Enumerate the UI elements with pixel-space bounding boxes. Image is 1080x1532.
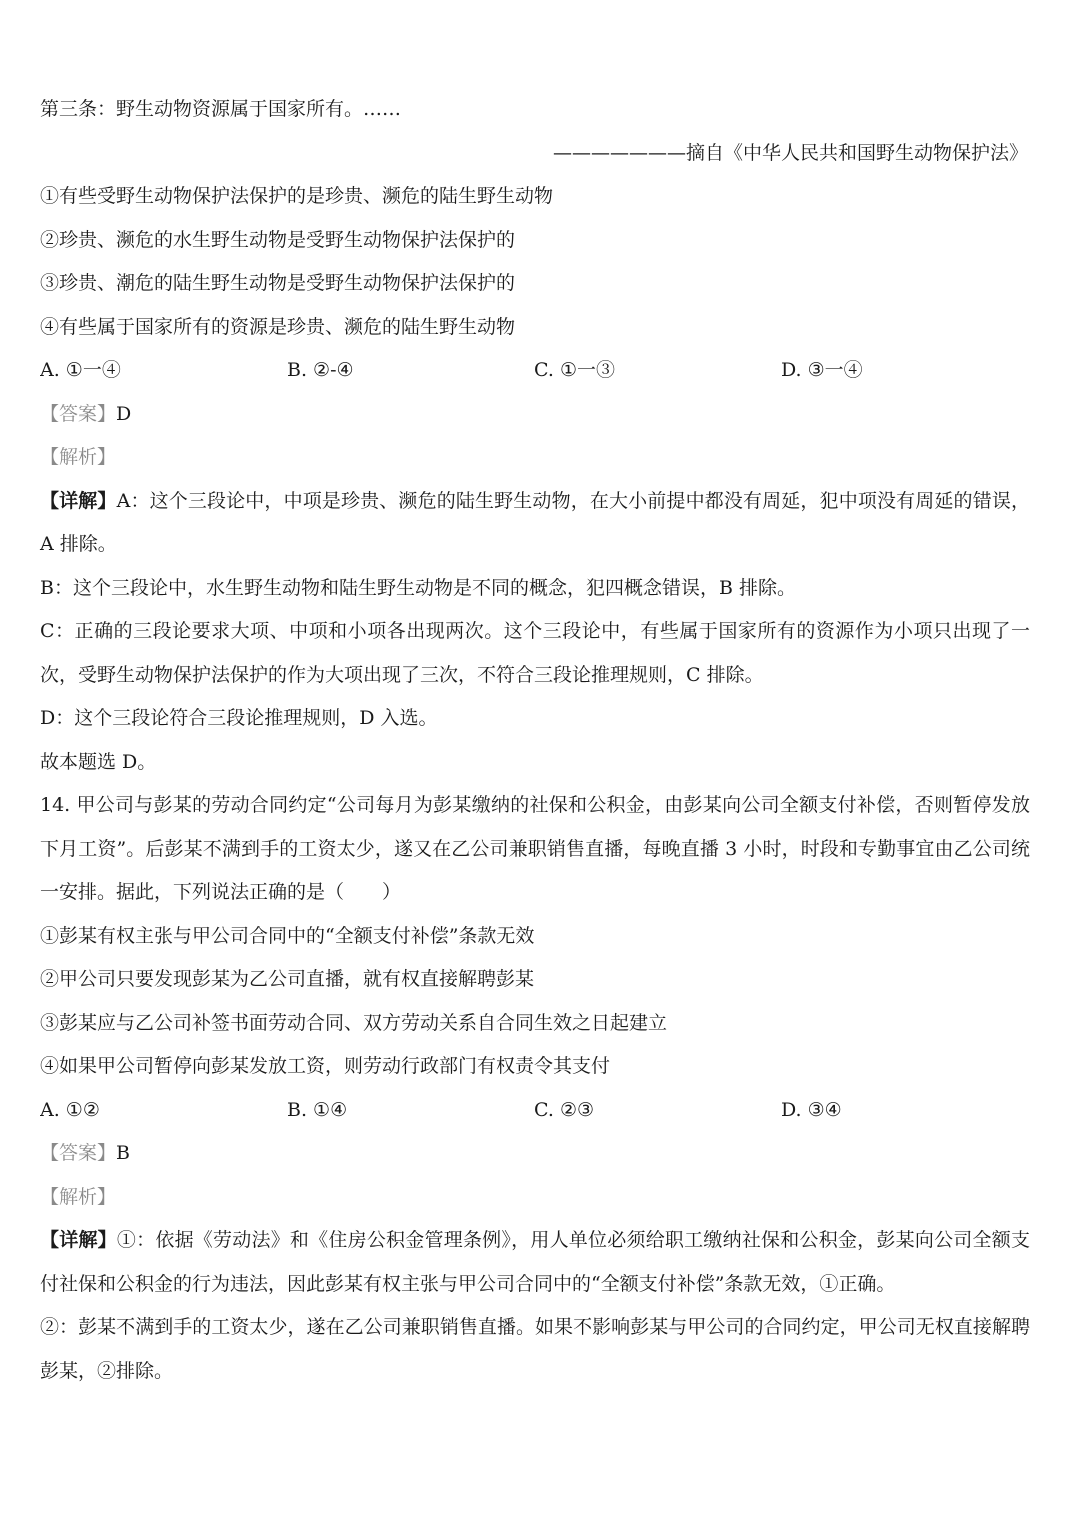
q14-statement-1: ①彭某有权主张与甲公司合同中的“全额支付补偿”条款无效 — [40, 924, 535, 947]
q13-detail-a — [40, 480, 1030, 567]
law-source: ———————摘自《中华人民共和国野生动物保护法》 — [552, 141, 1028, 164]
q14-detail-2: ②：彭某不满到手的工资太少，遂在乙公司兼职销售直播。如果不影响彭某与甲公司的合同约定，甲公司无权直接解聘彭某，②排除。 — [40, 1316, 1030, 1382]
q14-option-b: B. ①④ — [287, 1098, 348, 1121]
q14-options — [40, 1089, 1030, 1133]
q14-analysis-tag: 【解析】 — [40, 1185, 117, 1208]
q13-detail-b: B：这个三段论中，水生野生动物和陆生野生动物是不同的概念，犯四概念错误，B 排除。 — [40, 576, 796, 599]
q13-statement-1: ①有些受野生动物保护法保护的是珍贵、濒危的陆生野生动物 — [40, 185, 554, 207]
q13-option-c: C. ①一③ — [534, 359, 615, 381]
detail-text: ①：依据《劳动法》和《住房公积金管理条例》，用人单位必须给职工缴纳社保和公积金，彭某向公司全额支付社保和公积金的行为违法，因此彭某有权主张与甲公司合同中的“全额支付补偿”条款无效，①正确。 — [40, 1229, 1030, 1295]
q14-option-a: A. ①② — [40, 1098, 100, 1121]
q13-statement-2: ②珍贵、濒危的水生野生动物是受野生动物保护法保护的 — [40, 228, 516, 251]
q13-detail-d: D：这个三段论符合三段论推理规则，D 入选。 — [40, 707, 438, 729]
q13-options — [40, 349, 1030, 393]
detail-tag: 【详解】 — [40, 1229, 117, 1251]
q13-statement-4: ④有些属于国家所有的资源是珍贵、濒危的陆生野生动物 — [40, 315, 516, 338]
answer-tag: 【答案】 — [40, 1142, 117, 1164]
answer-tag: 【答案】 — [40, 402, 117, 425]
q13-conclusion: 故本题选 D。 — [40, 750, 157, 773]
law-article: 第三条：野生动物资源属于国家所有。…… — [40, 98, 402, 120]
q13-answer — [40, 393, 1030, 437]
q13-statement-3: ③珍贵、潮危的陆生野生动物是受野生动物保护法保护的 — [40, 272, 516, 294]
q14-statement-4: ④如果甲公司暂停向彭某发放工资，则劳动行政部门有权责令其支付 — [40, 1055, 611, 1077]
q14-stem: 14. 甲公司与彭某的劳动合同约定“公司每月为彭某缴纳的社保和公积金，由彭某向公司全额支付补偿，否则暂停发放下月工资”。后彭某不满到手的工资太少，遂又在乙公司兼职销售直播，每晚直播 3 小时，时段和专勤事宜由乙公司统一安排。据此，下列说法正确的是（ ） — [40, 794, 1030, 903]
q14-answer — [40, 1132, 1030, 1176]
q13-option-a: A. ①一④ — [40, 359, 121, 381]
q14-option-d: D. ③④ — [781, 1098, 842, 1121]
q13-option-b: B. ②-④ — [287, 359, 354, 381]
answer-value: B — [116, 1142, 130, 1164]
detail-text: A：这个三段论中，中项是珍贵、濒危的陆生野生动物，在大小前提中都没有周延，犯中项没有周延的错误，A 排除。 — [40, 489, 1030, 555]
q13-analysis-tag: 【解析】 — [40, 446, 117, 468]
q14-detail-1 — [40, 1219, 1030, 1306]
q13-option-d: D. ③一④ — [781, 359, 863, 381]
answer-value: D — [116, 402, 132, 425]
q14-statement-3: ③彭某应与乙公司补签书面劳动合同、双方劳动关系自合同生效之日起建立 — [40, 1011, 668, 1034]
document-page — [40, 88, 1030, 1393]
q13-detail-c: C：正确的三段论要求大项、中项和小项各出现两次。这个三段论中，有些属于国家所有的资源作为小项只出现了一次，受野生动物保护法保护的作为大项出现了三次，不符合三段论推理规则，C 排除。 — [40, 620, 1030, 686]
q14-option-c: C. ②③ — [534, 1098, 595, 1121]
detail-tag: 【详解】 — [40, 489, 117, 512]
q14-statement-2: ②甲公司只要发现彭某为乙公司直播，就有权直接解聘彭某 — [40, 968, 535, 990]
